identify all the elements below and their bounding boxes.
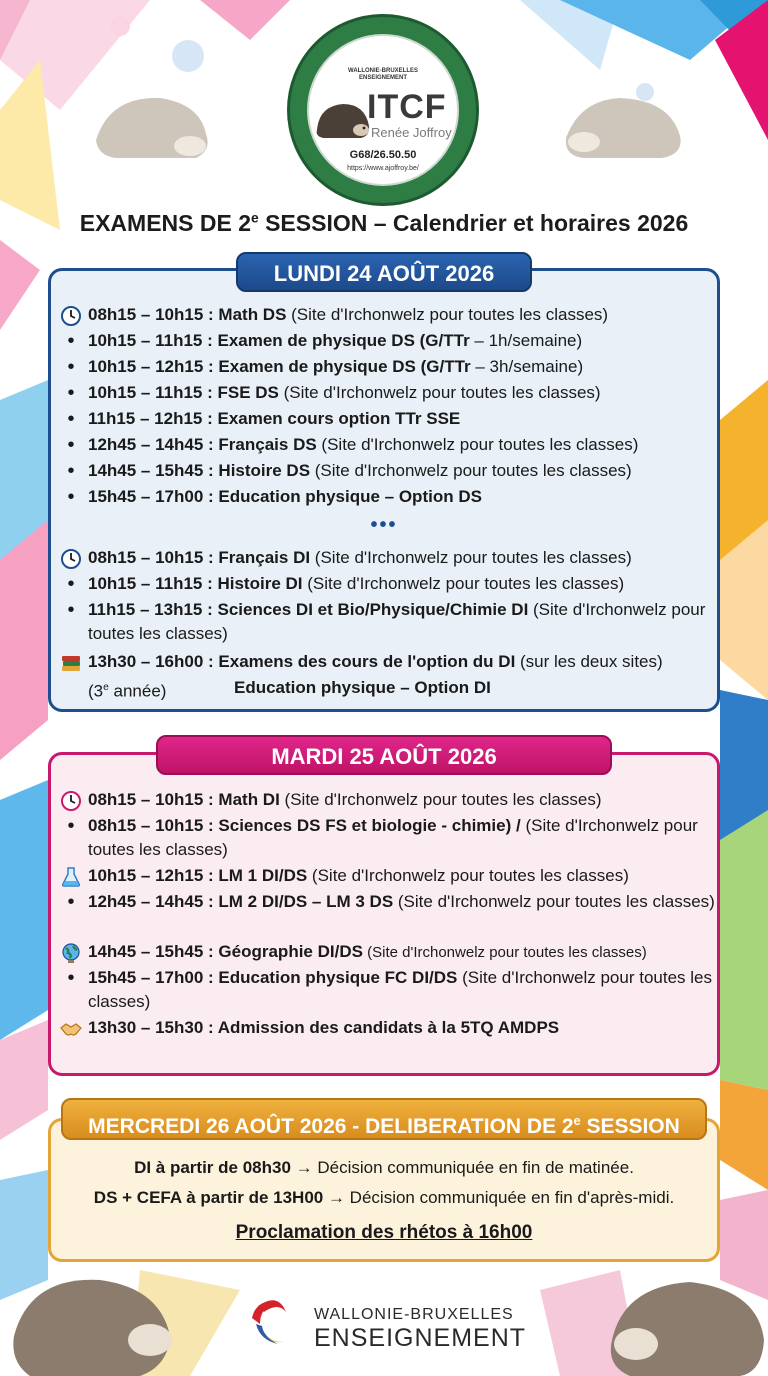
row-time: 08h15 – 10h15 : Math DI: [88, 790, 280, 809]
day1-banner: LUNDI 24 AOÛT 2026: [236, 252, 532, 292]
proclamation-line: [50, 1221, 718, 1245]
schedule-row: [58, 459, 716, 483]
logo-federation: WALLONIE-BRUXELLES ENSEIGNEMENT: [348, 68, 418, 81]
row-time: 11h15 – 12h15 : Examen cours option TTr SSE: [88, 409, 461, 428]
clock-icon: [60, 305, 82, 327]
row-time: 12h45 – 14h45 : LM 2 DI/DS – LM 3 DS: [88, 892, 394, 911]
bullet-icon: •: [67, 330, 75, 352]
wbe-logo: [238, 1288, 538, 1358]
row-note: – 3h/semaine): [470, 357, 584, 376]
row-time: 10h15 – 12h15 : LM 1 DI/DS: [88, 866, 308, 885]
schedule-row: [58, 485, 716, 509]
clock-icon: [60, 548, 82, 570]
row-time: 10h15 – 12h15 : Examen de physique DS (G/TTr: [88, 357, 471, 376]
deliberation-time: DI à partir de 08h30: [134, 1158, 291, 1177]
row-time: 13h30 – 16h00 : Examens des cours de l'option du DI: [88, 652, 516, 671]
year-sup: e: [103, 682, 109, 693]
title-suffix: SESSION – Calendrier et horaires 2026: [258, 210, 689, 236]
schedule-row: [58, 572, 716, 596]
bullet-icon: •: [67, 967, 75, 989]
logo-code: G68/26.50.50: [349, 149, 417, 161]
row-note: (Site d'Irchonwelz pour toutes les classes): [302, 574, 625, 593]
schedule-row: [58, 598, 716, 646]
logo-name: ITCF: [367, 88, 447, 126]
schedule-row: [58, 303, 716, 327]
proclamation-text: Proclamation des rhétos à 16h00: [235, 1222, 533, 1243]
row-time: 08h15 – 10h15 : Français DI: [88, 548, 311, 567]
row-time: Education physique – Option DI: [234, 678, 491, 697]
logo-url: https://www.ajoffroy.be/: [347, 165, 419, 172]
schedule-row: [58, 788, 716, 812]
row-time: 15h45 – 17h00 : Education physique – Option DS: [88, 487, 482, 506]
day3-banner-sup: e: [573, 1114, 581, 1128]
row-time: 15h45 – 17h00 : Education physique FC DI/DS: [88, 968, 458, 987]
bullet-icon: •: [67, 382, 75, 404]
schedule-row: [58, 407, 716, 431]
bullet-icon: •: [67, 599, 75, 621]
row-note: (Site d'Irchonwelz pour toutes les classes): [316, 435, 639, 454]
schedule-row: [58, 433, 716, 457]
day3-banner-prefix: MERCREDI 26 AOÛT 2026 - DELIBERATION DE 2: [88, 1115, 574, 1138]
row-note: (Site d'Irchonwelz pour toutes les classes): [279, 790, 602, 809]
flask-icon: [60, 866, 82, 888]
deliberation-line: [50, 1186, 718, 1210]
deliberation-note: → Décision communiquée en fin d'après-midi.: [323, 1188, 675, 1207]
title-prefix: EXAMENS DE 2: [79, 210, 252, 236]
row-note: (Site d'Irchonwelz pour toutes les classes): [307, 866, 629, 885]
page-title: [0, 210, 768, 237]
footer-line2: ENSEIGNEMENT: [314, 1324, 527, 1352]
schedule-row: [58, 650, 716, 674]
handshake-icon: [60, 1018, 82, 1040]
row-note: (Site d'Irchonwelz pour toutes les classes): [88, 816, 698, 859]
row-note: (Site d'Irchonwelz pour toutes les classes): [88, 600, 706, 643]
year-mid: année): [108, 681, 167, 701]
schedule-row: [58, 355, 716, 379]
schedule-row: [58, 864, 716, 888]
schedule-row: [58, 546, 716, 570]
row-note: (sur les deux sites): [515, 652, 663, 671]
schedule-row: [58, 966, 716, 1014]
row-time: 08h15 – 10h15 : Math DS: [88, 305, 287, 324]
deliberation-line: [50, 1156, 718, 1180]
books-icon: [60, 652, 82, 674]
schedule-row: [58, 890, 716, 914]
clock-icon: [60, 790, 82, 812]
deliberation-note: → Décision communiquée en fin de matinée.: [290, 1158, 634, 1177]
logo-subtitle: Renée Joffroy: [371, 125, 452, 140]
bullet-icon: •: [67, 891, 75, 913]
row-time: 08h15 – 10h15 : Sciences DS FS et biologie - chimie) /: [88, 816, 521, 835]
row-note: (Site d'Irchonwelz pour toutes les classes): [310, 461, 632, 480]
schedule-row: [58, 814, 716, 862]
row-time: 10h15 – 11h15 : Examen de physique DS (G/TTr: [88, 331, 470, 350]
day3-banner-suffix: SESSION: [580, 1115, 680, 1138]
row-time: 10h15 – 11h15 : FSE DS: [88, 383, 279, 402]
title-sup: e: [251, 210, 259, 226]
row-note: – 1h/semaine): [469, 331, 583, 350]
schedule-row: [58, 940, 716, 965]
row-time: 11h15 – 13h15 : Sciences DI et Bio/Physique/Chimie DI: [88, 600, 529, 619]
row-note: (Site d'Irchonwelz pour toutes les classes): [310, 548, 632, 567]
deliberation-time: DS + CEFA à partir de 13H00: [93, 1188, 324, 1207]
row-note: (Site d'Irchonwelz pour toutes les classes): [393, 892, 715, 911]
separator-dots: •••: [370, 514, 398, 536]
row-time: 10h15 – 11h15 : Histoire DI: [88, 574, 303, 593]
bullet-icon: •: [67, 573, 75, 595]
hedgehog-icon: [313, 94, 371, 142]
bullet-icon: •: [67, 486, 75, 508]
bullet-icon: •: [67, 356, 75, 378]
year-prefix: (3: [88, 681, 104, 701]
bullet-icon: •: [67, 434, 75, 456]
year-note: [88, 676, 166, 704]
day3-banner: [61, 1098, 707, 1140]
row-time: 14h45 – 15h45 : Géographie DI/DS: [88, 942, 363, 961]
row-note: (Site d'Irchonwelz pour toutes les classes): [278, 383, 601, 402]
row-time: 12h45 – 14h45 : Français DS: [88, 435, 317, 454]
day2-banner: MARDI 25 AOÛT 2026: [156, 735, 612, 775]
globe-icon: [60, 942, 82, 964]
school-logo: [287, 14, 479, 206]
wbe-emblem-icon: [238, 1288, 308, 1358]
row-note: (Site d'Irchonwelz pour toutes les classes): [88, 968, 712, 1011]
row-time: 13h30 – 15h30 : Admission des candidats à la 5TQ AMDPS: [88, 1018, 560, 1037]
bullet-icon: •: [67, 815, 75, 837]
row-time: 14h45 – 15h45 : Histoire DS: [88, 461, 311, 480]
row-note: (Site d'Irchonwelz pour toutes les classes): [286, 305, 609, 324]
bullet-icon: •: [67, 408, 75, 430]
row-note: (Site d'Irchonwelz pour toutes les classes): [362, 944, 647, 961]
schedule-row: [58, 381, 716, 405]
schedule-row: [58, 1016, 716, 1040]
bullet-icon: •: [67, 460, 75, 482]
schedule-row: [58, 329, 716, 353]
footer-line1: WALLONIE-BRUXELLES: [314, 1306, 514, 1323]
